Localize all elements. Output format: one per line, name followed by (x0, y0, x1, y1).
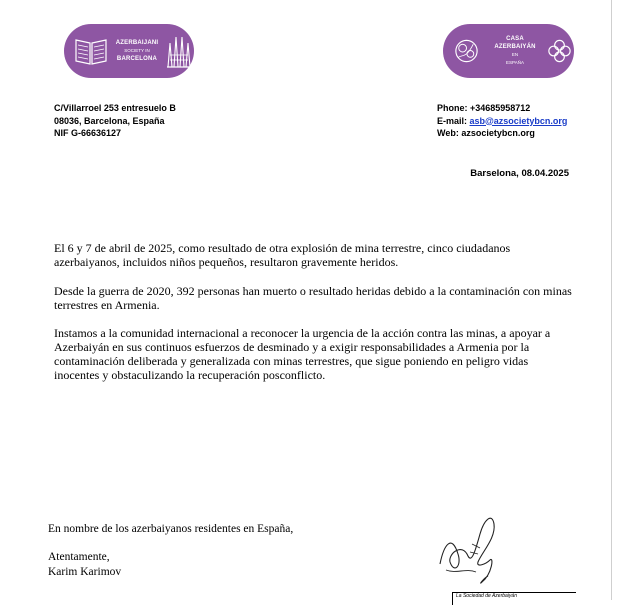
contact-email-line (437, 115, 567, 128)
signer-name: Karim Karimov (48, 566, 122, 578)
sender-contact (437, 102, 567, 140)
contact-web: Web: azsocietybcn.org (437, 128, 535, 138)
address-line-2: 08036, Barcelona, España (54, 115, 165, 126)
logo-right-text (487, 35, 543, 67)
ornament-icon (452, 36, 481, 66)
logo-left-line2: SOCIETY IN (124, 48, 150, 53)
address-line-1: C/Villarroel 253 entresuelo B (54, 103, 176, 113)
body-paragraph-3: Instamos a la comunidad internacional a reconocer la urgencia de la acción contra las minas, a apoyar a Azerbaiyán en sus continuos esfuerzos de desminado y a exigir responsabilidades a Armenia por la contaminación deliberada y generalizada con minas terrestres, que sigue poniendo en peligro vidas inocentes y obstaculizando la recuperación posconflicto. (54, 326, 551, 382)
logo-left-text (113, 39, 161, 63)
body-paragraph-2: Desde la guerra de 2020, 392 personas han muerto o resultado heridas debido a la contaminación con minas terrestres en Armenia. (54, 284, 572, 312)
sagrada-familia-icon (165, 33, 193, 69)
flower-knot-icon (545, 36, 574, 66)
logo-azerbaijani-society (64, 24, 194, 78)
official-stamp (452, 592, 576, 605)
contact-email-label: E-mail: (437, 115, 470, 126)
letter-date: Barselona, 08.04.2025 (470, 168, 569, 179)
handwritten-signature (432, 504, 512, 589)
stamp-text: La Sociedad de Azerbaiyán (456, 593, 517, 599)
book-icon (74, 36, 108, 66)
logo-right-line2: EN (511, 52, 519, 57)
contact-phone: Phone: +34685958712 (437, 103, 531, 113)
logo-left-line1: AZERBAIJANI (115, 40, 159, 46)
logo-right-line1: CASA AZERBAIYÁN (494, 36, 536, 50)
page-edge (611, 0, 612, 600)
closing-line: En nombre de los azerbaiyanos residentes en España, (48, 523, 294, 535)
logo-casa-azerbaiyan (443, 24, 574, 78)
closing-regards: Atentamente, (48, 551, 110, 563)
sender-address (54, 102, 176, 140)
logo-right-line3: ESPAÑA (506, 60, 524, 65)
address-line-3: NIF G-66636127 (54, 128, 122, 138)
logo-left-line3: BARCELONA (116, 56, 158, 62)
body-paragraph-1: El 6 y 7 de abril de 2025, como resultado de otra explosión de mina terrestre, cinco ciudadanos azerbaiyanos, incluidos niños pequeños, resultaron gravemente heridos. (54, 241, 511, 269)
contact-email-link[interactable]: asb@azsocietybcn.org (469, 115, 568, 126)
